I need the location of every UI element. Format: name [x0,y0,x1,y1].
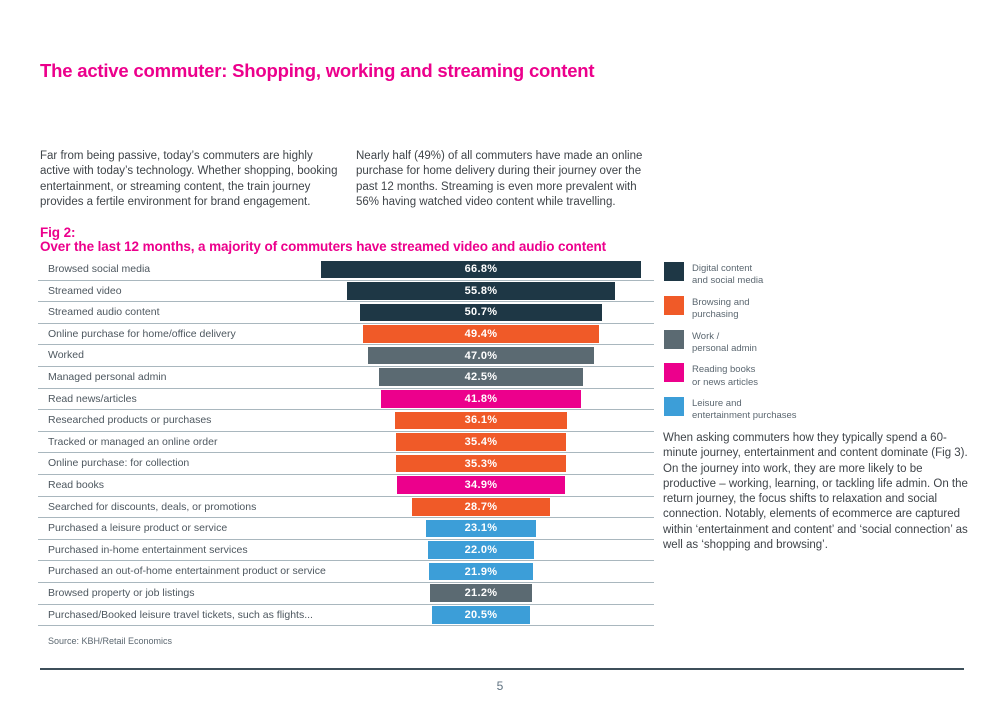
chart-row-label: Streamed video [48,284,122,297]
chart-row-label: Purchased an out-of-home entertainment product or service [48,565,326,578]
chart-row-label: Purchased/Booked leisure travel tickets, such as flights... [48,608,313,621]
page-number: 5 [496,679,504,693]
chart-bar [395,412,568,430]
legend-label: Leisure and entertainment purchases [692,398,797,422]
chart-row [38,432,654,454]
chart-row-label: Tracked or managed an online order [48,435,218,448]
chart-row-label: Researched products or purchases [48,414,212,427]
chart-bar-value: 20.5% [464,608,498,621]
legend-item [664,363,844,388]
chart-bar [430,584,532,602]
chart-bar-value: 21.9% [464,565,498,578]
legend-label: Digital content and social media [692,263,764,287]
chart-bar-value: 42.5% [464,371,498,384]
chart-bar [426,520,537,538]
chart-bar-value: 50.7% [464,306,498,319]
chart-legend [664,262,844,431]
chart-row [38,389,654,411]
chart-bar-value: 35.3% [464,457,498,470]
chart-row [38,259,654,281]
chart-bar [396,455,565,473]
chart-bar [363,325,600,343]
chart-row-label: Browsed social media [48,263,151,275]
commentary-text: When asking commuters how they typically spend a 60-minute journey, entertainment and content dominate (Fig 3). On the journey into work, they are more likely to be productive – working, learning, or tackling life admin. On the return journey, the focus shifts to relaxation and social connection. Notably, elements of ecommerce are captured within ‘entertainment and content’ and ‘social connection’ as well as ‘shopping and browsing’. [663,432,968,551]
chart-bar [321,261,641,279]
chart-bar [397,476,564,494]
legend-swatch [664,330,684,349]
chart-row-label: Purchased a leisure product or service [48,522,228,535]
legend-item [664,397,844,422]
legend-label: Reading books or news articles [692,364,758,388]
chart-row-label: Read news/articles [48,392,137,405]
figure-label: Fig 2: [40,225,76,240]
chart-bar-value: 47.0% [464,349,498,362]
chart-bar [379,368,583,386]
chart-bar-value: 55.8% [464,284,498,297]
page-title: The active commuter: Shopping, working and streaming content [40,60,595,82]
chart-bar-value: 36.1% [464,414,498,427]
chart-bar-value: 21.2% [464,587,498,600]
chart-bar [368,347,593,365]
chart-row [38,561,654,583]
chart-row-label: Online purchase for home/office delivery [48,327,236,340]
chart-row [38,540,654,562]
chart-row [38,497,654,519]
chart-row [38,453,654,475]
source-note: Source: KBH/Retail Economics [48,636,173,646]
commentary-paragraph [663,431,969,553]
legend-item [664,262,844,287]
chart-row [38,302,654,324]
chart-bar-value: 41.8% [464,392,498,405]
chart-row-label: Read books [48,478,105,491]
chart-row-label: Browsed property or job listings [48,586,195,599]
legend-swatch [664,262,684,281]
figure-title: Over the last 12 months, a majority of commuters have streamed video and audio content [40,239,607,255]
chart-bar [429,563,534,581]
chart-row [38,281,654,303]
chart-bar [347,282,614,300]
chart-bar [412,498,549,516]
legend-label: Browsing and purchasing [692,296,750,320]
chart-bar-value: 28.7% [464,500,498,513]
chart-bar-value: 22.0% [464,543,498,556]
chart-row-label: Managed personal admin [48,370,167,383]
intro-paragraph-left: Far from being passive, today’s commuters are highly active with today’s technology. Whether shopping, booking entertainment, or streaming content, the train journey provides a fertile environment for brand engagement. [40,150,338,208]
chart-row [38,605,654,627]
chart-row [38,583,654,605]
chart-row [38,410,654,432]
chart-bar [428,541,533,559]
chart-row [38,475,654,497]
chart-row-label: Streamed audio content [48,306,160,319]
chart-bar [360,304,603,322]
chart-bar-value: 34.9% [464,479,498,492]
chart-bar-value: 49.4% [464,328,498,341]
legend-swatch [664,296,684,315]
chart-bar-value: 35.4% [464,436,498,448]
figure-heading [40,226,740,255]
chart-row-label: Online purchase: for collection [48,457,190,470]
chart-row [38,324,654,346]
legend-swatch [664,363,684,382]
footer-divider [40,668,964,670]
bar-chart [38,259,654,626]
chart-bar [396,433,566,451]
legend-item [664,296,844,321]
chart-row [38,345,654,367]
legend-swatch [664,397,684,416]
intro-paragraphs [40,149,665,210]
intro-paragraph-right: Nearly half (49%) of all commuters have made an online purchase for home delivery during their journey over the past 12 months. Streaming is even more prevalent with 56% having watched video content while travelling. [356,150,643,208]
chart-bar-value: 23.1% [464,522,498,535]
chart-bar [381,390,581,408]
chart-row-label: Worked [48,349,84,362]
chart-row [38,518,654,540]
legend-label: Work / personal admin [692,330,757,354]
chart-row-label: Searched for discounts, deals, or promotions [48,500,257,513]
chart-row-label: Purchased in-home entertainment services [48,543,248,556]
chart-bar [432,606,530,624]
chart-bar-value: 66.8% [464,263,498,276]
chart-row [38,367,654,389]
legend-item [664,330,844,355]
